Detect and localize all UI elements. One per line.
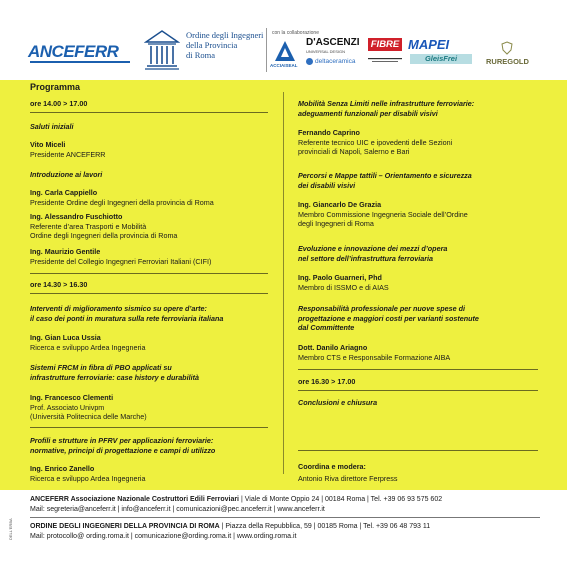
section-rule [30, 273, 268, 274]
session-topic: normative, principi di progettazione e campi di utilizzo [30, 445, 216, 455]
ordine-footer-contacts[interactable]: Mail: protocollo@ ording.roma.it | comunicazione@ording.roma.it | www.ording.roma.it [30, 533, 297, 540]
section-rule [30, 112, 268, 113]
ruregold-shield-icon [500, 41, 514, 55]
speaker-role: Membro di ISSMO e di AIAS [298, 282, 389, 292]
section-rule [298, 369, 538, 370]
moderator-name: Antonio Riva direttore Ferpress [298, 474, 398, 483]
session-topic: Introduzione ai lavori [30, 170, 103, 179]
footer-rule [30, 517, 540, 518]
session-topic: adeguamenti funzionali per disabili visivi [298, 108, 438, 118]
deltaceramica-dot-icon [306, 58, 313, 65]
session-topic: Profili e strutture in PFRV per applicazioni ferroviarie: [30, 436, 214, 445]
speaker-name: Ing. Paolo Guarneri, Phd [298, 273, 382, 282]
moderator-label: Coordina e modera: [298, 462, 366, 471]
ordine-logo [144, 28, 264, 72]
speaker-role: Presidente Ordine degli Ingegneri della provincia di Roma [30, 197, 214, 207]
speaker-role: Referente d’area Trasporti e Mobilità [30, 221, 147, 231]
speaker-name: Vito Miceli [30, 140, 66, 149]
ruregold-logo: RUREGOLD [486, 57, 529, 66]
speaker-name: Ing. Gian Luca Ussia [30, 333, 101, 342]
ordine-footer-name: ORDINE DEGLI INGEGNERI DELLA PROVINCIA DI ROMA [30, 523, 220, 530]
session-topic: nel settore dell’infrastruttura ferroviaria [298, 253, 434, 263]
anceferr-footer-contacts[interactable]: Mail: segreteria@anceferr.it | info@anceferr.it | comunicazioni@pec.anceferr.it | www.anceferr.it [30, 506, 325, 513]
speaker-role: Prof. Associato Univpm [30, 402, 105, 412]
section-rule [298, 390, 538, 391]
speaker-role: Presidente del Collegio Ingegneri Ferroviari Italiani (CIFI) [30, 256, 212, 266]
gleisfrei-logo: GleisFrei [410, 54, 472, 64]
header-divider [266, 28, 267, 72]
speaker-name: Ing. Giancarlo De Grazia [298, 200, 382, 209]
deltaceramica-logo: deltaceramica [315, 58, 356, 65]
session-topic: Responsabilità professionale per nuove spese di [298, 304, 465, 313]
speaker-role: Ricerca e sviluppo Ardea Ingegneria [30, 473, 146, 483]
speaker-name: Ing. Carla Cappiello [30, 188, 98, 197]
session-topic: Saluti iniziali [30, 122, 74, 131]
speaker-name: Fernando Caprino [298, 128, 360, 137]
time-slot: ore 14.30 > 16.30 [30, 280, 88, 289]
speaker-role: Referente tecnico UIC e ipovedenti delle Sezioni [298, 137, 453, 147]
speaker-name: Dott. Danilo Ariagno [298, 343, 368, 352]
anceferr-logo-text: ANCEFERR [28, 42, 119, 61]
fibre-logo: FIBRE [368, 38, 402, 51]
session-topic: Sistemi FRCM in fibra di PBO applicati su [30, 363, 172, 372]
speaker-role: Presidente ANCEFERR [30, 149, 106, 159]
anceferr-footer-name: ANCEFERR Associazione Nazionale Costruttori Edili Ferroviari [30, 496, 240, 503]
speaker-role: Ordine degli Ingegneri della provincia di Roma [30, 231, 178, 241]
speaker-name: Ing. Alessandro Fuschiotto [30, 212, 123, 221]
side-credit-label: DELL'ERBA [8, 518, 13, 540]
session-topic: dal Committente [298, 323, 355, 333]
session-topic: dei disabili visivi [298, 180, 356, 190]
acciaiseal-logo-text: ACCIAISEAL [270, 63, 298, 68]
collaboration-label: con la collaborazione [272, 30, 319, 36]
session-topic: progettazione e maggiori costi per varianti sostenute [298, 313, 479, 323]
section-rule [298, 450, 538, 451]
section-rule [30, 427, 268, 428]
anceferr-footer-address: | Viale di Monte Oppio 24 | 00184 Roma | Tel. +39 06 93 575 602 [239, 496, 443, 503]
speaker-name: Ing. Maurizio Gentile [30, 247, 101, 256]
speaker-role: Membro Commissione Ingegneria Sociale dell’Ordine [298, 209, 468, 219]
program-title: Programma [30, 82, 81, 92]
dascenzi-logo-subtitle: UNIVERSAL DESIGN [306, 49, 345, 54]
speaker-role: Membro CTS e Responsabile Formazione AIBA [298, 352, 451, 362]
session-topic: infrastrutture ferroviarie: case history e durabilità [30, 372, 199, 382]
ordine-footer-line [30, 522, 430, 531]
session-topic: Mobilità Senza Limiti nelle infrastrutture ferroviarie: [298, 99, 475, 108]
time-slot: ore 14.00 > 17.00 [30, 99, 88, 108]
session-topic: Evoluzione e innovazione dei mezzi d’opera [298, 244, 448, 253]
session-topic: Percorsi e Mappe tattili – Orientamento e sicurezza [298, 171, 472, 180]
speaker-role: Ricerca e sviluppo Ardea Ingegneria [30, 342, 146, 352]
session-topic: il caso dei ponti in muratura sulla rete ferroviaria italiana [30, 313, 224, 323]
time-slot: ore 16.30 > 17.00 [298, 377, 356, 386]
speaker-name: Ing. Enrico Zanello [30, 464, 95, 473]
speaker-name: Ing. Francesco Clementi [30, 393, 114, 402]
speaker-role: provinciali di Napoli, Salerno e Bari [298, 147, 410, 157]
session-topic: Conclusioni e chiusura [298, 398, 378, 407]
mapei-logo: MAPEI [408, 37, 450, 52]
fibre-logo-mark-icon [368, 56, 402, 64]
ordine-logo-line: Ordine degli Ingegneri [186, 30, 264, 40]
acciaiseal-logo-icon [274, 40, 296, 62]
section-rule [30, 293, 268, 294]
ordine-footer-address: | Piazza della Repubblica, 59 | 00185 Roma | Tel. +39 06 48 793 11 [219, 523, 431, 530]
speaker-role: degli Ingegneri di Roma [298, 219, 374, 229]
speaker-role: (Università Politecnica delle Marche) [30, 412, 147, 422]
header [0, 0, 567, 80]
ordine-logo-line: della Provincia [186, 40, 238, 50]
ordine-logo-line: di Roma [186, 50, 216, 60]
anceferr-logo [28, 42, 132, 68]
dascenzi-logo: D'ASCENZI [306, 37, 360, 48]
ordine-logo-text [186, 30, 266, 60]
building-icon [144, 28, 180, 70]
column-divider [283, 92, 284, 474]
anceferr-footer-line [30, 495, 442, 504]
session-topic: Interventi di miglioramento sismico su opere d’arte: [30, 304, 207, 313]
anceferr-logo-underline [30, 61, 130, 64]
